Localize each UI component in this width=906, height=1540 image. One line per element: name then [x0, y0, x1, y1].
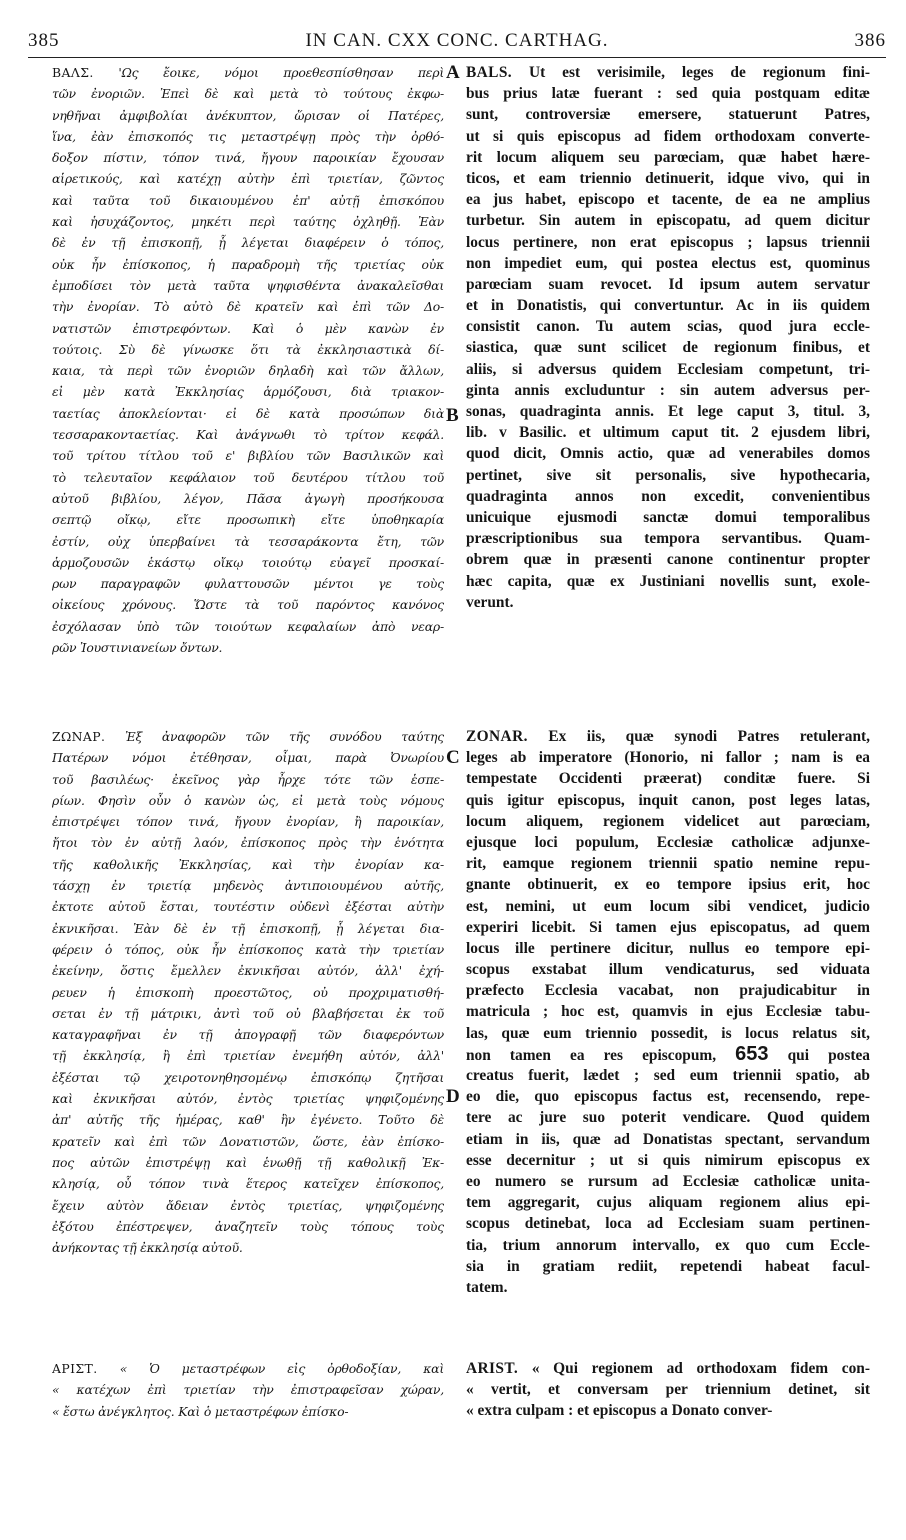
line-text: ρευεν ἡ ἐπισκοπὴ προεστῶτος, οὐ προχριματισθή-: [52, 984, 444, 1000]
text-line: [52, 488, 444, 509]
line-text: pertinet, sive sit personalis, sive hypothecaria,: [466, 466, 870, 484]
line-text: præscriptionibus sua tempora servantibus. Quam-: [466, 530, 870, 548]
inline-page-number: 653: [735, 1043, 769, 1065]
text-line: [466, 359, 870, 380]
line-text: sia in gratiam rediit, repetendi habeat facul-: [466, 1257, 870, 1275]
text-line: [466, 980, 870, 1001]
running-head: [28, 30, 886, 54]
text-line: [52, 552, 444, 573]
text-line: [466, 549, 870, 570]
line-text: οἰκείους χρόνους. Ὥστε τὰ τοῦ παρόντος κανόνος: [52, 597, 444, 613]
line-text: tia, trium annorum intervallo, ex quo cum Eccle-: [466, 1236, 870, 1254]
text-line: [52, 1216, 444, 1237]
line-text: scopus detinebat, loca ad Ecclesiam suam pertinen-: [466, 1215, 870, 1233]
section-label: ZONAR.: [466, 728, 528, 745]
text-line: [466, 62, 870, 83]
text-line: [466, 874, 870, 895]
line-text: matricula ; hoc est, quamvis in ejus Ecclesiæ tabu-: [466, 1003, 870, 1021]
text-line: [466, 726, 870, 747]
text-line: [52, 168, 444, 189]
line-text: τούτοις. Σὺ δὲ γίνωσκε ὅτι τὰ ἐκκλησιαστικὰ δί-: [52, 341, 444, 357]
text-line: [466, 232, 870, 253]
text-line: [466, 1129, 870, 1150]
text-line: [52, 1173, 444, 1194]
text-line: [466, 1400, 870, 1421]
line-text: ἀνήκοντας τῇ ἐκκλησίᾳ αὐτοῦ.: [52, 1240, 243, 1256]
line-text: etiam in iis, quæ ad Donatistas spectant, servandum: [466, 1130, 870, 1148]
text-line: [52, 232, 444, 253]
text-line: [466, 853, 870, 874]
text-line: [52, 854, 444, 875]
line-text: verunt.: [466, 593, 514, 611]
text-line: [466, 1107, 870, 1128]
line-text: σεται ἐν τῇ μάτρικι, ἀντὶ τοῦ οὐ βλαβήσεται ἐκ τοῦ: [52, 1005, 444, 1021]
line-text: sunt, controversiæ emersere, statuerunt Patres,: [466, 106, 870, 124]
text-line: [466, 1277, 870, 1298]
line-text: non impediet eum, qui postea electus est, quominus: [466, 254, 870, 272]
line-text: δὲ ἐν τῇ ἐπισκοπῇ, ᾗ λέγεται διαφέρειν ὁ τόπος,: [52, 235, 444, 251]
text-line: [466, 747, 870, 768]
text-line: [466, 486, 870, 507]
text-line: [466, 1379, 870, 1400]
line-text: Πατέρων νόμοι ἐτέθησαν, οἶμαι, παρὰ Ὀνωρίου: [52, 750, 444, 766]
text-line: [52, 318, 444, 339]
text-line: [466, 1256, 870, 1277]
line-text: οὐκ ἦν ἐπίσκοπος, ἡ παραδρομὴ τῆς τριετίας οὐκ: [52, 256, 444, 272]
line-text: lib. v Basilic. et ultimum caput tit. 2 ejusdem libri,: [466, 424, 870, 442]
text-line: [52, 1195, 444, 1216]
text-line: [52, 1088, 444, 1109]
line-text: ἀπ' αὐτῆς τῆς ἡμέρας, καθ' ἣν ἐγένετο. Τοῦτο δὲ: [52, 1112, 444, 1128]
line-text: πος αὐτῶν ἐπιστρέψῃ καὶ ἑνωθῇ τῇ καθολικῇ Ἐκ-: [52, 1154, 444, 1170]
text-line: [52, 1237, 444, 1258]
text-line: [52, 811, 444, 832]
text-line: [466, 917, 870, 938]
line-text: præfecto Ecclesia vacabat, non prajudicabitur in: [466, 982, 870, 1000]
line-text: ρῶν Ἰουστινιανείων ὄντων.: [52, 640, 223, 656]
text-line: [52, 339, 444, 360]
line-text: 'Ως ἔοικε, νόμοι προεθεσπίσθησαν περὶ: [118, 65, 444, 80]
line-text: las, quæ eum triennio possedit, is locus relatus sit,: [466, 1024, 870, 1042]
section-label: ΖΩΝΑΡ.: [52, 729, 106, 744]
section-label: ARIST.: [466, 1360, 519, 1377]
line-text: siastica, quæ sunt scilicet de regionum finibus, et: [466, 339, 870, 357]
line-text: ἐπιστρέψει τόπον τινά, ἤγουν ἐνορίαν, ἢ παροικίαν,: [52, 814, 444, 830]
line-text: aliis, si adversus quidem Ecclesiam competunt, tri-: [466, 360, 870, 378]
line-text: rit locum aliquem seu parœciam, quæ habet hære-: [466, 148, 870, 166]
line-text: « Qui regionem ad orthodoxam fidem con-: [531, 1360, 870, 1377]
latin-balsamon-section: [466, 62, 870, 613]
text-line: [52, 726, 444, 747]
text-line: [466, 189, 870, 210]
text-line: [466, 1235, 870, 1256]
line-text: καὶ ἡσυχάζοντος, μηκέτι περὶ ταύτης ὀχληθῇ. Ἐὰν: [52, 214, 444, 230]
line-text: νατιστῶν ἐπιστρεφόντων. Καὶ ὁ μὲν κανὼν ἐν: [52, 320, 444, 336]
line-text: consistit canon. Tu autem scias, quod jura eccle-: [466, 318, 870, 336]
text-line: [466, 938, 870, 959]
line-text: νηθῆναι ἀμφιβολίαι ἀνέκυπτον, ὥρισαν οἱ Πατέρες,: [52, 107, 444, 123]
line-text: ἐξότου ἐπέστρεψεν, ἀναζητεῖν τοὺς τόπους τοὺς: [52, 1218, 444, 1234]
text-line: [466, 959, 870, 980]
text-line: [466, 1001, 870, 1022]
text-line: [466, 528, 870, 549]
line-text: « extra culpam : et episcopus a Donato conver-: [466, 1402, 773, 1420]
line-text: rit, eamque regionem triennii spatio nemine repu-: [466, 855, 870, 873]
line-text: et in Donatistis, qui convertuntur. Ac in iis quidem: [466, 297, 870, 315]
text-line: [466, 210, 870, 231]
greek-aristenus-lines: [52, 1358, 444, 1422]
text-line: [52, 747, 444, 768]
text-line: [52, 637, 444, 658]
text-line: [466, 443, 870, 464]
line-text: κλησίᾳ, οὗ τόπον τινὰ ἕτερος κατεῖχεν ἐπίσκοπος,: [52, 1176, 444, 1192]
line-text: ginta annis excluduntur : sin autem adversus per-: [466, 381, 870, 399]
text-line: [52, 62, 444, 83]
line-text: ἐκείνην, ὅστις ἔμελλεν ἐκνικῆσαι αὐτόν, ἀλλ' ἐχή-: [52, 963, 444, 979]
line-text: τεσσαρακονταετίας. Καὶ ἀνάγνωθι τὸ τρίτον κεφάλ.: [52, 427, 444, 443]
line-text: τάσχῃ ἐν τριετίᾳ μηδενὸς ἀντιποιουμένου αὐτῆς,: [52, 878, 444, 894]
line-text: ἐσχόλασαν ὑπὸ τῶν τοιούτων κεφαλαίων ἀπὸ νεαρ-: [52, 618, 444, 634]
line-text: hæc capita, quæ ex Justiniani novellis sunt, exole-: [466, 572, 870, 590]
line-text: τῆς καθολικῆς Ἐκκλησίας, καὶ τὴν ἐνορίαν κα-: [52, 856, 444, 872]
page-number-left: 385: [28, 30, 60, 51]
line-text: « ἔστω ἀνέγκλητος. Καὶ ὁ μεταστρέφων ἐπίσκο-: [52, 1403, 349, 1419]
text-line: [52, 190, 444, 211]
text-line: [466, 422, 870, 443]
text-line: [466, 465, 870, 486]
line-text: leges ab imperatore (Honorio, ni fallor ; nam is ea: [466, 749, 870, 767]
greek-aristenus-section: [52, 1358, 444, 1422]
text-line: [466, 811, 870, 832]
text-line: [466, 592, 870, 613]
header-rule: [28, 57, 886, 58]
line-text: eo numero se rursum ad Ecclesiæ catholicæ unita-: [466, 1172, 870, 1190]
line-text: eo die, quo episcopus factus est, recensendo, repe-: [466, 1088, 870, 1106]
line-text: ἐστίν, οὐχ ὑπερβαίνει τὰ τεσσαράκοντα ἔτη, τῶν: [52, 533, 444, 549]
text-line: [52, 1152, 444, 1173]
text-line: [466, 1192, 870, 1213]
greek-balsamon-section: [52, 62, 444, 658]
text-line: [466, 896, 870, 917]
line-text: ea jus habet, episcopo et tacente, de ea ne amplius: [466, 191, 870, 209]
text-line: [52, 790, 444, 811]
line-text: non tamen ea res episcopum,: [466, 1046, 717, 1064]
line-text: unicuique ejusmodi sanctæ domui temporalibus: [466, 508, 870, 526]
margin-letter-b: B: [446, 405, 459, 426]
text-line: [466, 104, 870, 125]
text-line: [52, 1045, 444, 1066]
text-line: [52, 1109, 444, 1130]
text-line: [466, 768, 870, 789]
text-line: [52, 360, 444, 381]
line-text: ejusque loci populum, Ecclesiæ catholicæ adjunxe-: [466, 833, 870, 851]
text-line: [52, 424, 444, 445]
text-line: [52, 1358, 444, 1379]
line-text: τοῦ τρίτου τίτλου τοῦ ε' βιβλίου τῶν Βασιλικῶν καὶ: [52, 448, 444, 464]
text-line: [52, 211, 444, 232]
text-line: [466, 1171, 870, 1192]
latin-zonaras-lines: [466, 726, 870, 1298]
text-line: [466, 337, 870, 358]
line-text: φέρειν ὁ τόπος, οὐκ ἦν ἐπίσκοπος κατὰ τὴν τριετίαν: [52, 941, 444, 957]
text-line: [52, 960, 444, 981]
line-text: τὴν ἐνορίαν. Τὸ αὐτὸ δὲ κρατεῖν καὶ ἐπὶ τῶν Δο-: [52, 299, 444, 315]
text-line: [52, 254, 444, 275]
text-line: [52, 832, 444, 853]
text-line: [52, 1401, 444, 1422]
line-text: locus ille pertinere dicitur, nullus eo tempore epi-: [466, 939, 870, 957]
line-text: σεπτῷ οἴκῳ, εἴτε προσωπικὴ εἴτε ὑποθηκαρία: [52, 512, 444, 528]
greek-zonaras-lines: [52, 726, 444, 1258]
text-line: [52, 467, 444, 488]
margin-letter-a: A: [446, 62, 460, 83]
line-text: parœciam suam revocet. Id ipsum autem servatur: [466, 275, 870, 293]
line-text: tempestate Occidenti præerat) conditæ fuere. Si: [466, 770, 870, 788]
text-line: [52, 918, 444, 939]
line-text: Ex iis, quæ synodi Patres retulerant,: [548, 728, 870, 745]
text-line: [466, 832, 870, 853]
text-line: [52, 982, 444, 1003]
text-line: [466, 168, 870, 189]
text-line: [466, 1358, 870, 1379]
text-line: [52, 875, 444, 896]
latin-balsamon-lines: [466, 62, 870, 613]
line-text: esse decernitur ; ut si quis nimirum episcopus ex: [466, 1151, 870, 1169]
text-line: [52, 896, 444, 917]
page-number-right: 386: [854, 30, 886, 51]
running-title: IN CAN. CXX CONC. CARTHAG.: [305, 30, 609, 51]
line-text: tere ac jure suo poterit vendicare. Quod quidem: [466, 1109, 870, 1127]
line-text: ρων παραγραφῶν φυλαττουσῶν μέντοι γε τοὺς: [52, 576, 444, 592]
text-line: [466, 295, 870, 316]
line-text: gnante obtinuerit, ex eo tempore ipsius erit, hoc: [466, 876, 870, 894]
text-line: [466, 316, 870, 337]
line-text: « Ὁ μεταστρέφων εἰς ὀρθοδοξίαν, καὶ: [119, 1361, 444, 1376]
line-text: ἐξέσται τῷ χειροτονηθησομένῳ ἐπισκόπῳ ζητῆσαι: [52, 1069, 444, 1085]
line-text: locum aliquem, regionem videlicet aut parœciam,: [466, 812, 870, 830]
line-text: locus pertinere, non erat episcopus ; lapsus triennii: [466, 233, 870, 251]
line-text: καια, τὰ περὶ τῶν ἐνοριῶν δηλαδὴ καὶ τῶν ἄλλων,: [52, 363, 444, 379]
text-line: [466, 571, 870, 592]
text-line: [52, 1067, 444, 1088]
line-text: ἁρμοζουσῶν ἑκάστῳ οἴκῳ τοιούτῳ εὐαγεῖ προσκαί-: [52, 554, 444, 570]
margin-letter-d: D: [446, 1086, 460, 1107]
text-line: [52, 403, 444, 424]
line-text: ἔχειν αὐτὸν ἄδειαν ἐντὸς τριετίας, ψηφιζομένης: [52, 1197, 444, 1213]
text-line: [466, 253, 870, 274]
text-line: [52, 1003, 444, 1024]
text-line: [52, 1024, 444, 1045]
line-text: Ἐξ ἀναφορῶν τῶν τῆς συνόδου ταύτης: [125, 729, 444, 744]
text-line: [466, 401, 870, 422]
text-line: [52, 573, 444, 594]
line-text: ticos, et eam triennio detinuerit, idque vivo, qui in: [466, 169, 870, 187]
line-text: ἐκνικῆσαι. Ἐὰν δὲ ἐν τῇ ἐπισκοπῇ, ᾗ λέγεται δια-: [52, 920, 444, 936]
line-text: ταετίας ἀποκλείονται· εἰ δὲ κατὰ προσώπων διὰ: [52, 405, 444, 421]
line-text: κρατεῖν καὶ ἐπὶ τῶν Δονατιστῶν, ὥστε, ἐὰν ἐπίσκο-: [52, 1133, 444, 1149]
line-text: αἱρετικούς, καὶ κατέχῃ αὐτὴν ἐπὶ τριετίαν, ζῶντος: [52, 171, 444, 187]
text-line: [52, 594, 444, 615]
text-line: [466, 1023, 870, 1044]
line-text: καὶ ταῦτα τοῦ δικαιουμένου ἐπ' αὐτῇ ἐπισκόπου: [52, 192, 444, 208]
line-text: Ut est verisimile, leges de regionum fini-: [528, 64, 870, 81]
section-label: ΑΡΙΣΤ.: [52, 1361, 98, 1376]
line-text: quod dicit, Omnis actio, quæ ad venerabiles domos: [466, 445, 870, 463]
line-text: experiri licebit. Si tamen ejus episcopatus, ad quem: [466, 918, 870, 936]
line-text: creatus fuerit, lædet ; sed eum triennii spatio, ab: [466, 1067, 870, 1084]
text-line: [52, 296, 444, 317]
line-text: τῶν ἐνοριῶν. Ἐπεὶ δὲ καὶ μετὰ τὸ τούτους ἐκφω-: [52, 86, 444, 102]
line-text: καταγραφῆναι ἐν τῇ ἀπογραφῇ τῶν διαφερόντων: [52, 1027, 444, 1043]
section-label: ΒΑΛΣ.: [52, 65, 94, 80]
greek-zonaras-section: [52, 726, 444, 1258]
latin-zonaras-section: [466, 726, 870, 1298]
line-text: tem aggregarit, cujus aliquam regionem alius epi-: [466, 1194, 870, 1212]
text-line: [52, 1379, 444, 1400]
latin-aristenus-section: [466, 1358, 870, 1422]
line-text: qui postea: [787, 1046, 870, 1064]
line-text: sonas, quadraginta annis. Et lege caput 3, titul. 3,: [466, 403, 870, 420]
text-line: [52, 275, 444, 296]
text-line: [466, 380, 870, 401]
margin-letter-c: C: [446, 747, 460, 768]
line-text: ρίων. Φησὶν οὖν ὁ κανὼν ὡς, εἰ μετὰ τοὺς νόμους: [52, 792, 444, 808]
text-line: [466, 1065, 870, 1086]
line-text: τοῦ βασιλέως· ἐκεῖνος γὰρ ἦρχε τότε τῶν ἑσπε-: [52, 771, 444, 787]
text-line: [466, 147, 870, 168]
text-line: [52, 83, 444, 104]
line-text: « vertit, et conversam per triennium detinet, sit: [466, 1381, 870, 1399]
line-text: « κατέχων ἐπὶ τριετίαν τὴν ἐπιστραφεῖσαν χώραν,: [52, 1382, 444, 1398]
text-line: [466, 126, 870, 147]
line-text: obrem quæ in præsenti canone continentur propter: [466, 551, 870, 569]
line-text: δοξον πίστιν, τόπον τινά, ἤγουν παροικίαν ἔχουσαν: [52, 150, 444, 166]
line-text: τὸ τελευταῖον κεφάλαιον τοῦ δευτέρου τίτλου τοῦ: [52, 469, 444, 485]
text-line: [52, 147, 444, 168]
text-line: [52, 509, 444, 530]
line-text: scopus exstabat illum vendicaturus, sed viduata: [466, 961, 870, 979]
text-line: [466, 274, 870, 295]
text-line: [52, 531, 444, 552]
text-line: [52, 445, 444, 466]
line-text: ἐκτοτε αὐτοῦ ἔσται, τουτέστιν οὐδενὶ ἐξέσται αὐτὴν: [52, 899, 444, 915]
line-text: ἵνα, ἐὰν ἐπισκοπός τις μεταστρέψῃ πρὸς τὴν ὀρθό-: [52, 128, 444, 144]
text-line: [52, 381, 444, 402]
section-label: BALS.: [466, 64, 513, 81]
latin-aristenus-lines: [466, 1358, 870, 1422]
text-line: [52, 616, 444, 637]
line-text: tatem.: [466, 1278, 508, 1296]
line-text: quis igitur episcopus, inquit canon, post leges latas,: [466, 791, 870, 809]
line-text: quadraginta annos non excedit, convenientibus: [466, 487, 870, 505]
greek-balsamon-lines: [52, 62, 444, 658]
line-text: turbetur. Sin autem in episcopatu, ad quem dicitur: [466, 212, 870, 230]
line-text: τῇ ἐκκλησίᾳ, ἢ ἐπὶ τριετίαν ἐνεμήθη αὐτόν, ἀλλ': [52, 1048, 444, 1064]
text-line: [466, 1044, 870, 1065]
line-text: ἐμποδίσει τὸν μετὰ ταῦτα ψηφισθέντα ἀνακαλεῖσθαι: [52, 277, 444, 293]
line-text: αὐτοῦ βιβλίου, λέγον, Πᾶσα ἀγωγὴ προσήκουσα: [52, 490, 444, 506]
text-line: [466, 1086, 870, 1107]
text-line: [52, 1131, 444, 1152]
text-line: [466, 1150, 870, 1171]
line-text: καὶ ἐκνικῆσαι αὐτόν, ἐντὸς τριετίας ψηφιζομένης: [52, 1091, 444, 1107]
text-line: [466, 1213, 870, 1234]
text-line: [466, 83, 870, 104]
line-text: εἰ μὲν κατὰ Ἐκκλησίας ἁρμόζουσι, διὰ τριακον-: [52, 384, 444, 400]
text-line: [52, 939, 444, 960]
text-line: [52, 769, 444, 790]
text-line: [52, 126, 444, 147]
text-line: [466, 507, 870, 528]
line-text: bus prius latæ fuerant : sed quia postquam editæ: [466, 85, 870, 103]
text-line: [466, 790, 870, 811]
line-text: ἤτοι τὸν ἐν αὐτῇ λαόν, ἐπίσκοπος πρὸς τὴν ἑνότητα: [52, 835, 444, 851]
line-text: est, nemini, ut eum locum sibi vendicet, judicio: [466, 897, 870, 915]
line-text: ut si quis episcopus ad fidem orthodoxam converte-: [466, 127, 870, 145]
text-line: [52, 105, 444, 126]
